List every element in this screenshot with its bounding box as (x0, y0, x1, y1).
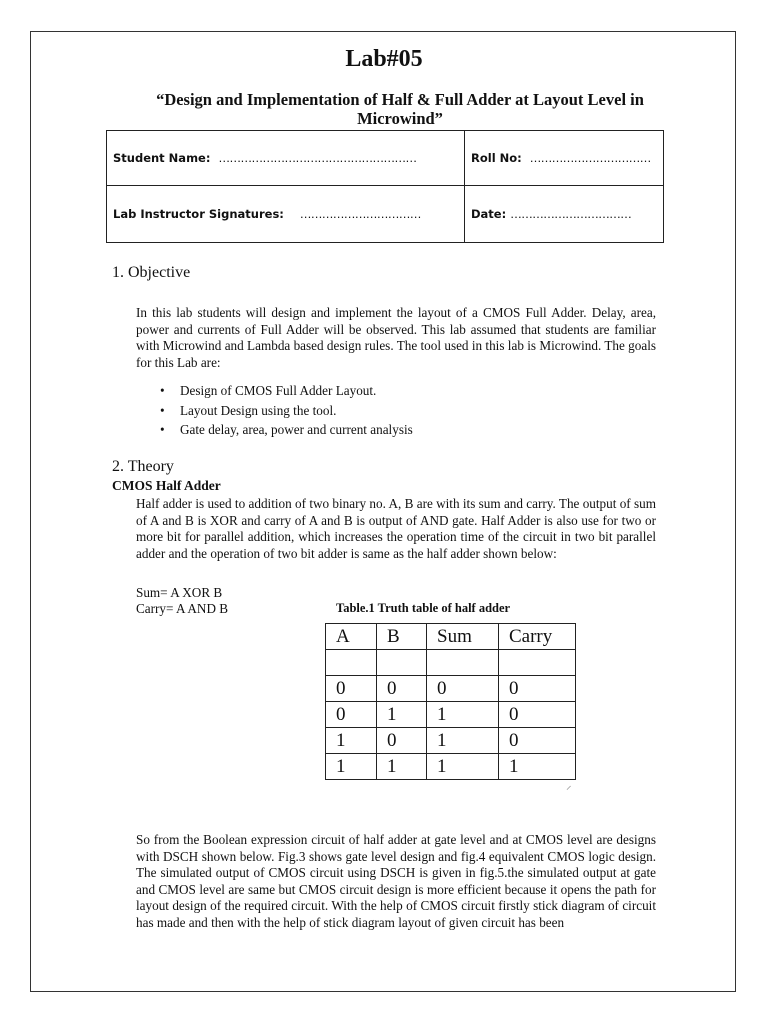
header-b: B (377, 624, 427, 650)
student-name-label: Student Name: (113, 151, 211, 165)
roll-no-label: Roll No: (471, 151, 522, 165)
truth-table-header-row (326, 624, 576, 650)
empty-cell (377, 650, 427, 676)
header-a: A (326, 624, 377, 650)
truth-table (325, 623, 576, 780)
sum-equation: Sum= A XOR B (136, 585, 223, 600)
instructor-blank: …………………………… (299, 207, 421, 221)
student-name-blank: ……………………………………………… (218, 151, 417, 165)
theory-heading: 2. Theory (112, 458, 174, 475)
scan-mark: ⸝ (566, 780, 572, 792)
roll-no-cell[interactable] (465, 131, 664, 186)
cell-b: 1 (377, 754, 427, 780)
circuit-description-paragraph: So from the Boolean expression circuit of half adder at gate level and at CMOS level are designs with DSCH shown below. Fig.3 shows gate level design and fig.4 equivalent CMOS logic design. The simulated output of CMOS circuit using DSCH is given in fig.5.the simulated output at gate and CMOS level are same but CMOS circuit design is more efficient because it opens the path for layout design of the required circuit. With the help of CMOS circuit firstly stick diagram of circuit has made and then with the help of stick diagram layout of given circuit has been (136, 832, 656, 930)
empty-cell (326, 650, 377, 676)
objective-heading: 1. Objective (112, 264, 191, 281)
date-blank: …………………………… (510, 207, 632, 221)
cell-sum: 1 (427, 702, 499, 728)
goal-item: • Gate delay, area, power and current analysis (160, 420, 413, 440)
cell-a: 1 (326, 754, 377, 780)
cell-a: 0 (326, 676, 377, 702)
instructor-label: Lab Instructor Signatures: (113, 207, 284, 221)
cell-carry: 0 (499, 676, 576, 702)
student-name-cell[interactable] (107, 131, 465, 186)
cell-a: 1 (326, 728, 377, 754)
truth-table-caption: Table.1 Truth table of half adder (336, 601, 511, 615)
date-cell[interactable] (465, 186, 664, 243)
table-row (326, 702, 576, 728)
table-row (326, 754, 576, 780)
cell-b: 1 (377, 702, 427, 728)
table-row (326, 676, 576, 702)
table-row (326, 728, 576, 754)
empty-cell (427, 650, 499, 676)
date-label: Date: (471, 207, 507, 221)
theory-paragraph: Half adder is used to addition of two binary no. A, B are with its sum and carry. The output of sum of A and B is XOR and carry of A and B is output of AND gate. Half Adder is also use for two or more bit for parallel addition, which increases the operation time of the circuit in two bit parallel adder and the operation of two bit adder is same as the half adder shown below: (136, 496, 656, 561)
cell-sum: 1 (427, 754, 499, 780)
goal-item: • Design of CMOS Full Adder Layout. (160, 381, 413, 401)
cell-b: 0 (377, 728, 427, 754)
cell-sum: 1 (427, 728, 499, 754)
goal-item: • Layout Design using the tool. (160, 401, 413, 421)
cell-carry: 0 (499, 728, 576, 754)
cell-carry: 1 (499, 754, 576, 780)
student-info-table (106, 130, 664, 243)
lab-subtitle: “Design and Implementation of Half & Full Adder at Layout Level in Microwind” (156, 90, 644, 128)
empty-cell (499, 650, 576, 676)
cell-carry: 0 (499, 702, 576, 728)
cmos-half-adder-heading: CMOS Half Adder (112, 478, 221, 493)
header-sum: Sum (427, 624, 499, 650)
cell-a: 0 (326, 702, 377, 728)
lab-title: Lab#05 (345, 46, 423, 72)
objective-paragraph: In this lab students will design and implement the layout of a CMOS Full Adder. Delay, area, power and currents of Full Adder will be observed. This lab assumed that students are familiar with Microwind and Lambda based design rules. The tool used in this lab is Microwind. The goals for this Lab are: (136, 305, 656, 370)
cell-sum: 0 (427, 676, 499, 702)
goals-list (160, 381, 413, 440)
cell-b: 0 (377, 676, 427, 702)
carry-equation: Carry= A AND B (136, 601, 229, 616)
instructor-signature-cell[interactable] (107, 186, 465, 243)
roll-no-blank: …………………………… (529, 151, 651, 165)
header-carry: Carry (499, 624, 576, 650)
truth-table-empty-row (326, 650, 576, 676)
